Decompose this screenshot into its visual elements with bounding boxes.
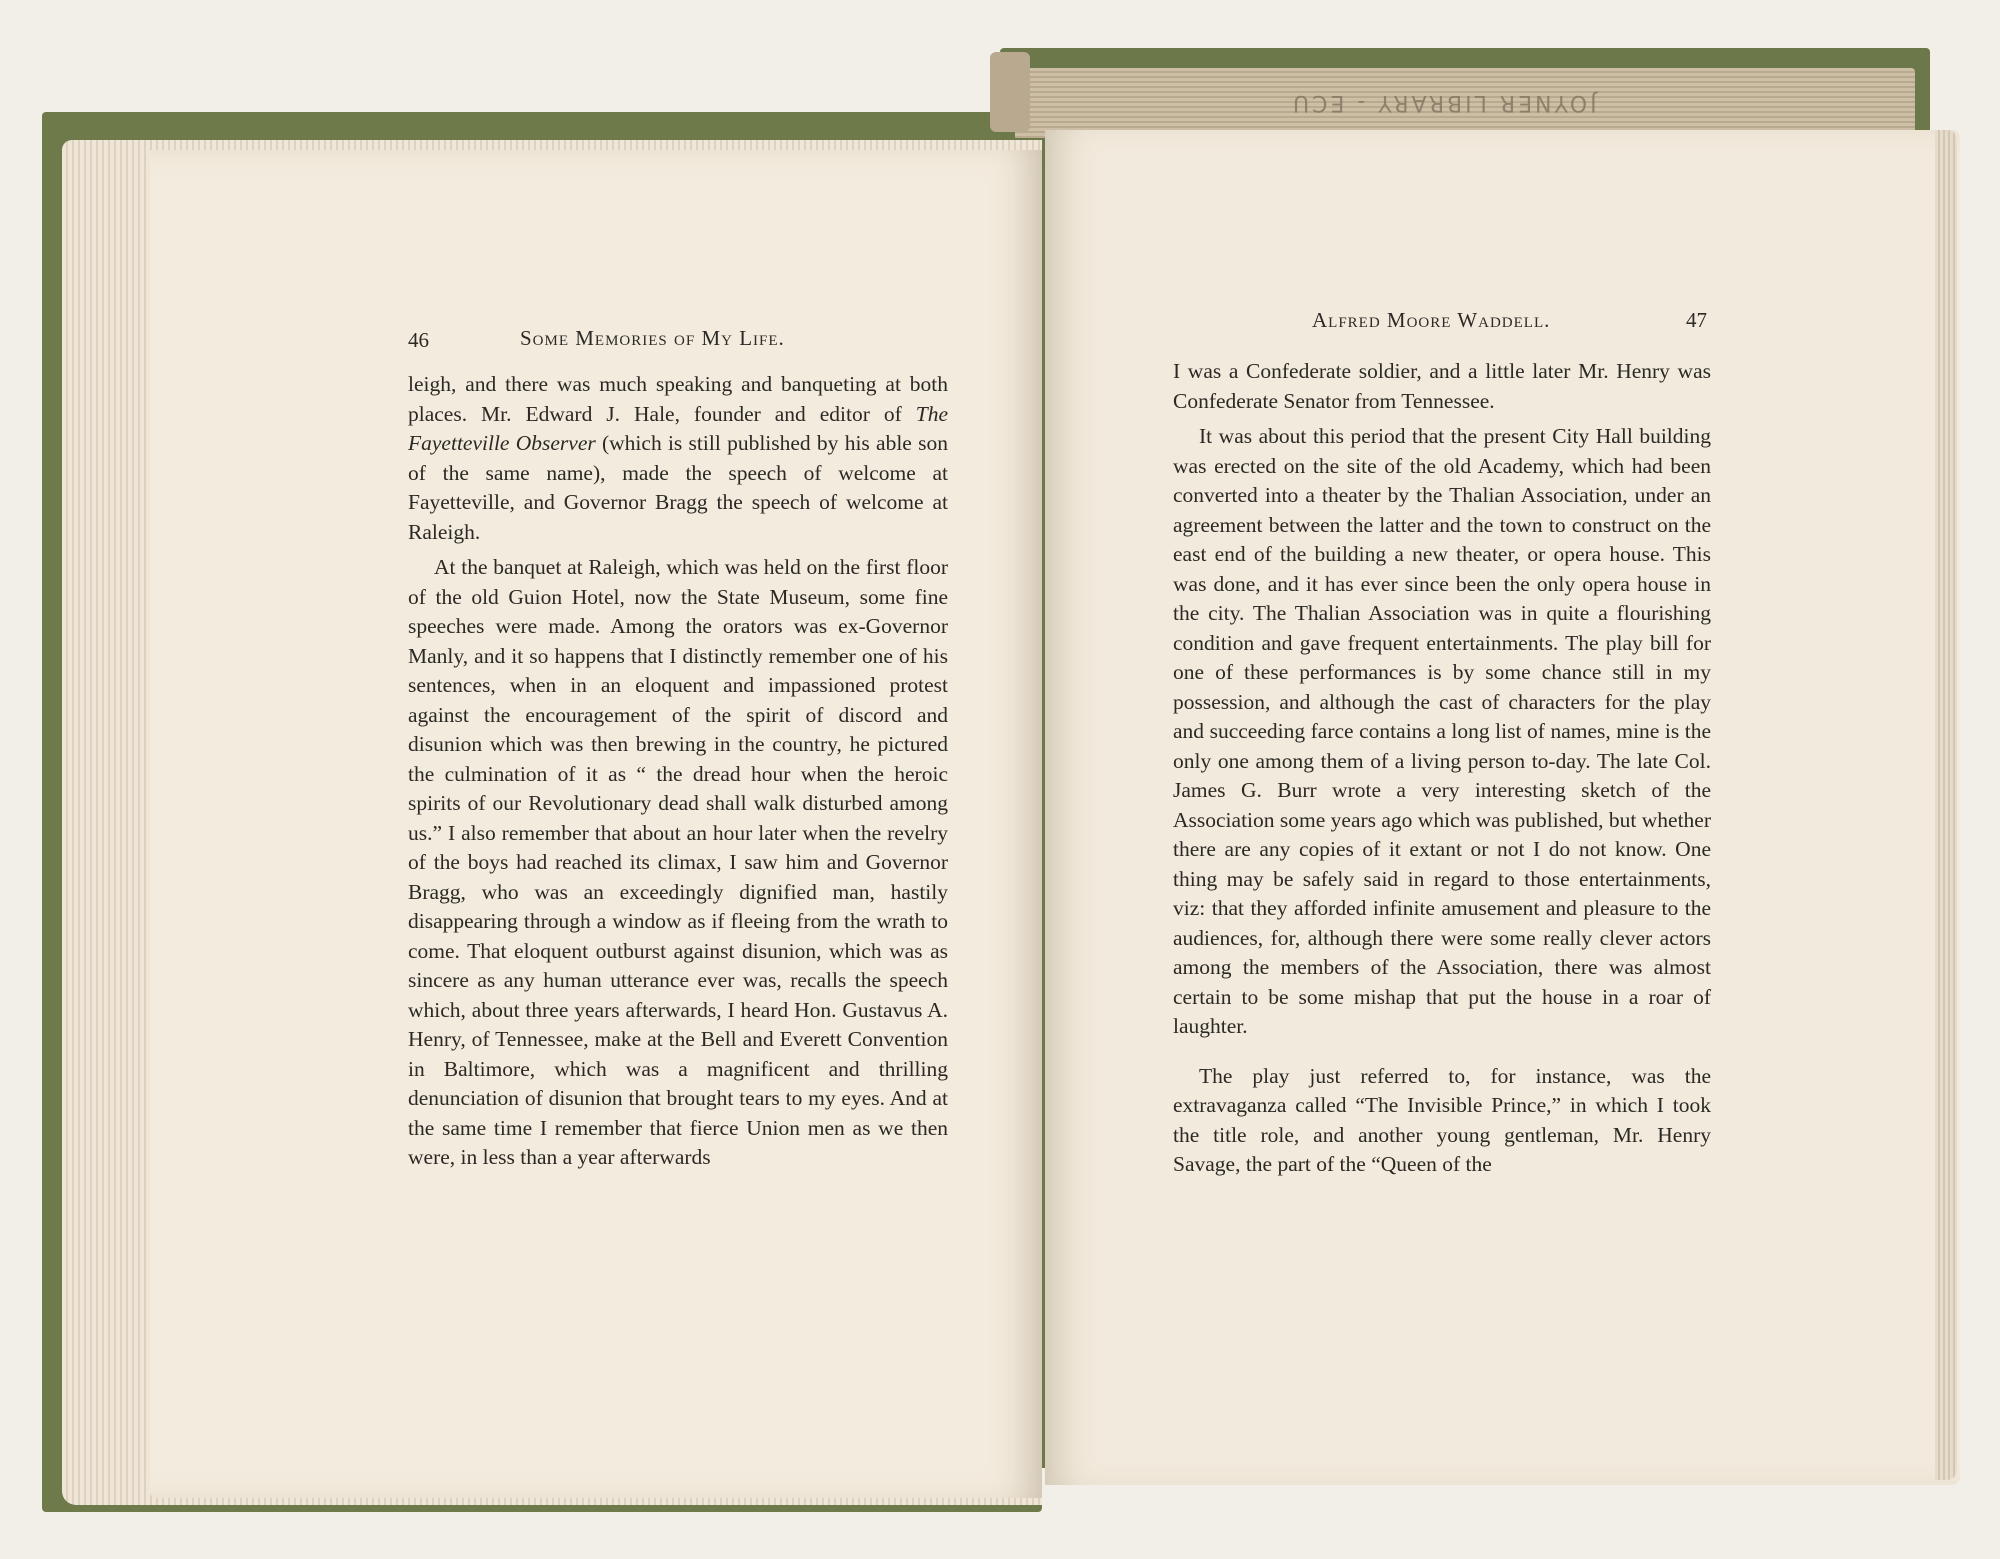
left-running-head: Some Memories of My Life. — [520, 326, 785, 350]
left-paragraph-2: At the banquet at Raleigh, which was held on the first floor of the old Guion Hotel, now the State Museum, some fine speeches were made. Among the orators was ex-Governor Manly, and it so happens that I distinctly remember one of his sentences, when in an eloquent and impassioned protest against the encouragement of the spirit of discord and disunion which was then brewing in the country, he pictured the culmination of it as “ the dread hour when the heroic spirits of our Revolutionary dead shall walk disturbed among us.” I also remember that about an hour later when the revelry of the boys had reached its climax, I saw him and Governor Bragg, who was an exceedingly dignified man, hastily disappearing through a window as if fleeing from the wrath to come. That eloquent outburst against disunion, which was as sincere as any human utterance ever was, recalls the speech which, about three years afterwards, I heard Hon. Gustavus A. Henry, of Tennessee, make at the Bell and Everett Convention in Baltimore, which was a magnificent and thrilling denunciation of disunion that brought tears to my eyes. And at the same time I remember that fierce Union men as we then were, in less than a year afterwards — [408, 555, 948, 1169]
right-page-number: 47 — [1686, 308, 1707, 332]
right-paragraph-2: It was about this period that the present City Hall building was erected on the site of the old Academy, which had been converted into a theater by the Thalian Association, under an agreement between the latter and the town to construct on the east end of the building a new theater, or opera house. This was done, and it has ever since been the only opera house in the city. The Thalian Association was in quite a flourishing condition and gave frequent entertainments. The play bill for one of these performances is by some chance still in my possession, and although the cast of characters for the play and succeeding farce contains a long list of names, mine is the only one among them of a living person to-day. The late Col. James G. Burr wrote a very interesting sketch of the Association some years ago which was published, but whether there are any copies of it extant or not I do not know. One thing may be safely said in regard to those entertainments, viz: that they afforded infinite amusement and pleasure to the audiences, for, although there were some really clever actors among the members of the Association, there was almost certain to be some mishap that put the house in a roar of laughter. — [1173, 424, 1711, 1038]
right-paragraph-3: The play just referred to, for instance, was the extravaganza called “The Invisible Prince,” in which I took the title role, and another young gentleman, Mr. Henry Savage, the part of the “Queen of the — [1173, 1063, 1711, 1176]
right-text-column — [1173, 357, 1711, 1186]
right-running-head: Alfred Moore Waddell. — [1312, 308, 1551, 332]
book-title-italic: The Fayetteville Observer — [408, 401, 948, 455]
left-paragraph-1: leigh, and there was much speaking and banqueting at both places. Mr. Edward J. Hale, founder and editor of The Fayetteville Observer (which is still published by his able son of the same name), made the speech of welcome at Fayetteville, and Governor Bragg the speech of welcome at Raleigh. — [408, 372, 948, 544]
page-edges-right — [1935, 130, 1957, 1480]
right-paragraph-1: I was a Confederate soldier, and a little later Mr. Henry was Confederate Senator from Tennessee. — [1173, 359, 1711, 413]
left-page-number: 46 — [408, 328, 429, 352]
left-text-column — [408, 370, 948, 1179]
book-spine — [990, 52, 1030, 132]
library-stamp: JOYNER LIBRARY - ECU — [1290, 90, 1597, 115]
